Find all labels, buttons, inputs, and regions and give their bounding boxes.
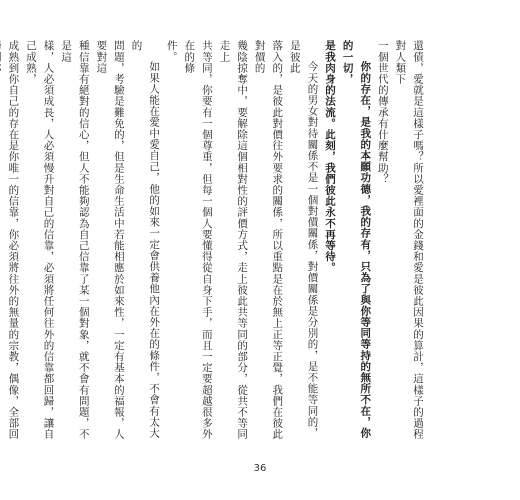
text-column: 幾陰掠奪中，要解除這個相對性的評價方式，走上彼此共等同的部分，從共不等同走上 <box>218 40 249 440</box>
text-column: 問題，考驗是難免的，但是生命生活中若能相應於如來性，一定有基本的福報，人要對這 <box>95 40 125 440</box>
text-column: 今天的男女對待關係不是一個對價關係，對價關係是分別的，是不能等同的，是彼此 <box>288 40 319 439</box>
vertical-text-block <box>0 40 426 440</box>
bold-verse-column: 你的存在，是我的本願功德，我的存有，只為了與你等同等持的無所不在，你的一切， <box>341 40 372 439</box>
text-column: 共等同，你要有一個尊重，但每一個人要懂得從自身下手，而且一定要超越很多外在的條 <box>183 40 213 440</box>
text-column: 如果人能在愛中愛自己，他的如來一定會供養他內在外在的條件，不會有太大的 <box>130 40 161 439</box>
text-column: 件。 <box>165 40 178 63</box>
text-column: 種信靠有絕對的信心，但人不能夠認為自己信靠了某一個對象，就不會有問題，不是這 <box>60 40 90 440</box>
text-column: 樣，人必須成長，人必須慢升對自己的信靠，必須將任何往外的信靠都回歸，讓自己成熟， <box>24 40 55 440</box>
text-column: 成熟到你自己的存在是你唯一的信靠，你必須將往外的無量的宗教，偶像，全部回 <box>7 40 20 440</box>
text-column: 還債，愛就是這樣子嗎？所以愛裡面的金錢和愛是彼此因果的算計，這樣子的過程對人類下 <box>394 40 424 440</box>
text-column: 一個世代的傳承有什麼幫助？ <box>376 40 389 185</box>
page-number: 36 <box>253 463 267 474</box>
bold-verse-column: 是我肉身的法流。此刻，我們彼此永不再等待。 <box>324 40 337 274</box>
text-column: 落入的，是彼此對價往外要求的關係，所以重點是在於無上正等正覺，我們在彼此對價的 <box>253 40 284 440</box>
